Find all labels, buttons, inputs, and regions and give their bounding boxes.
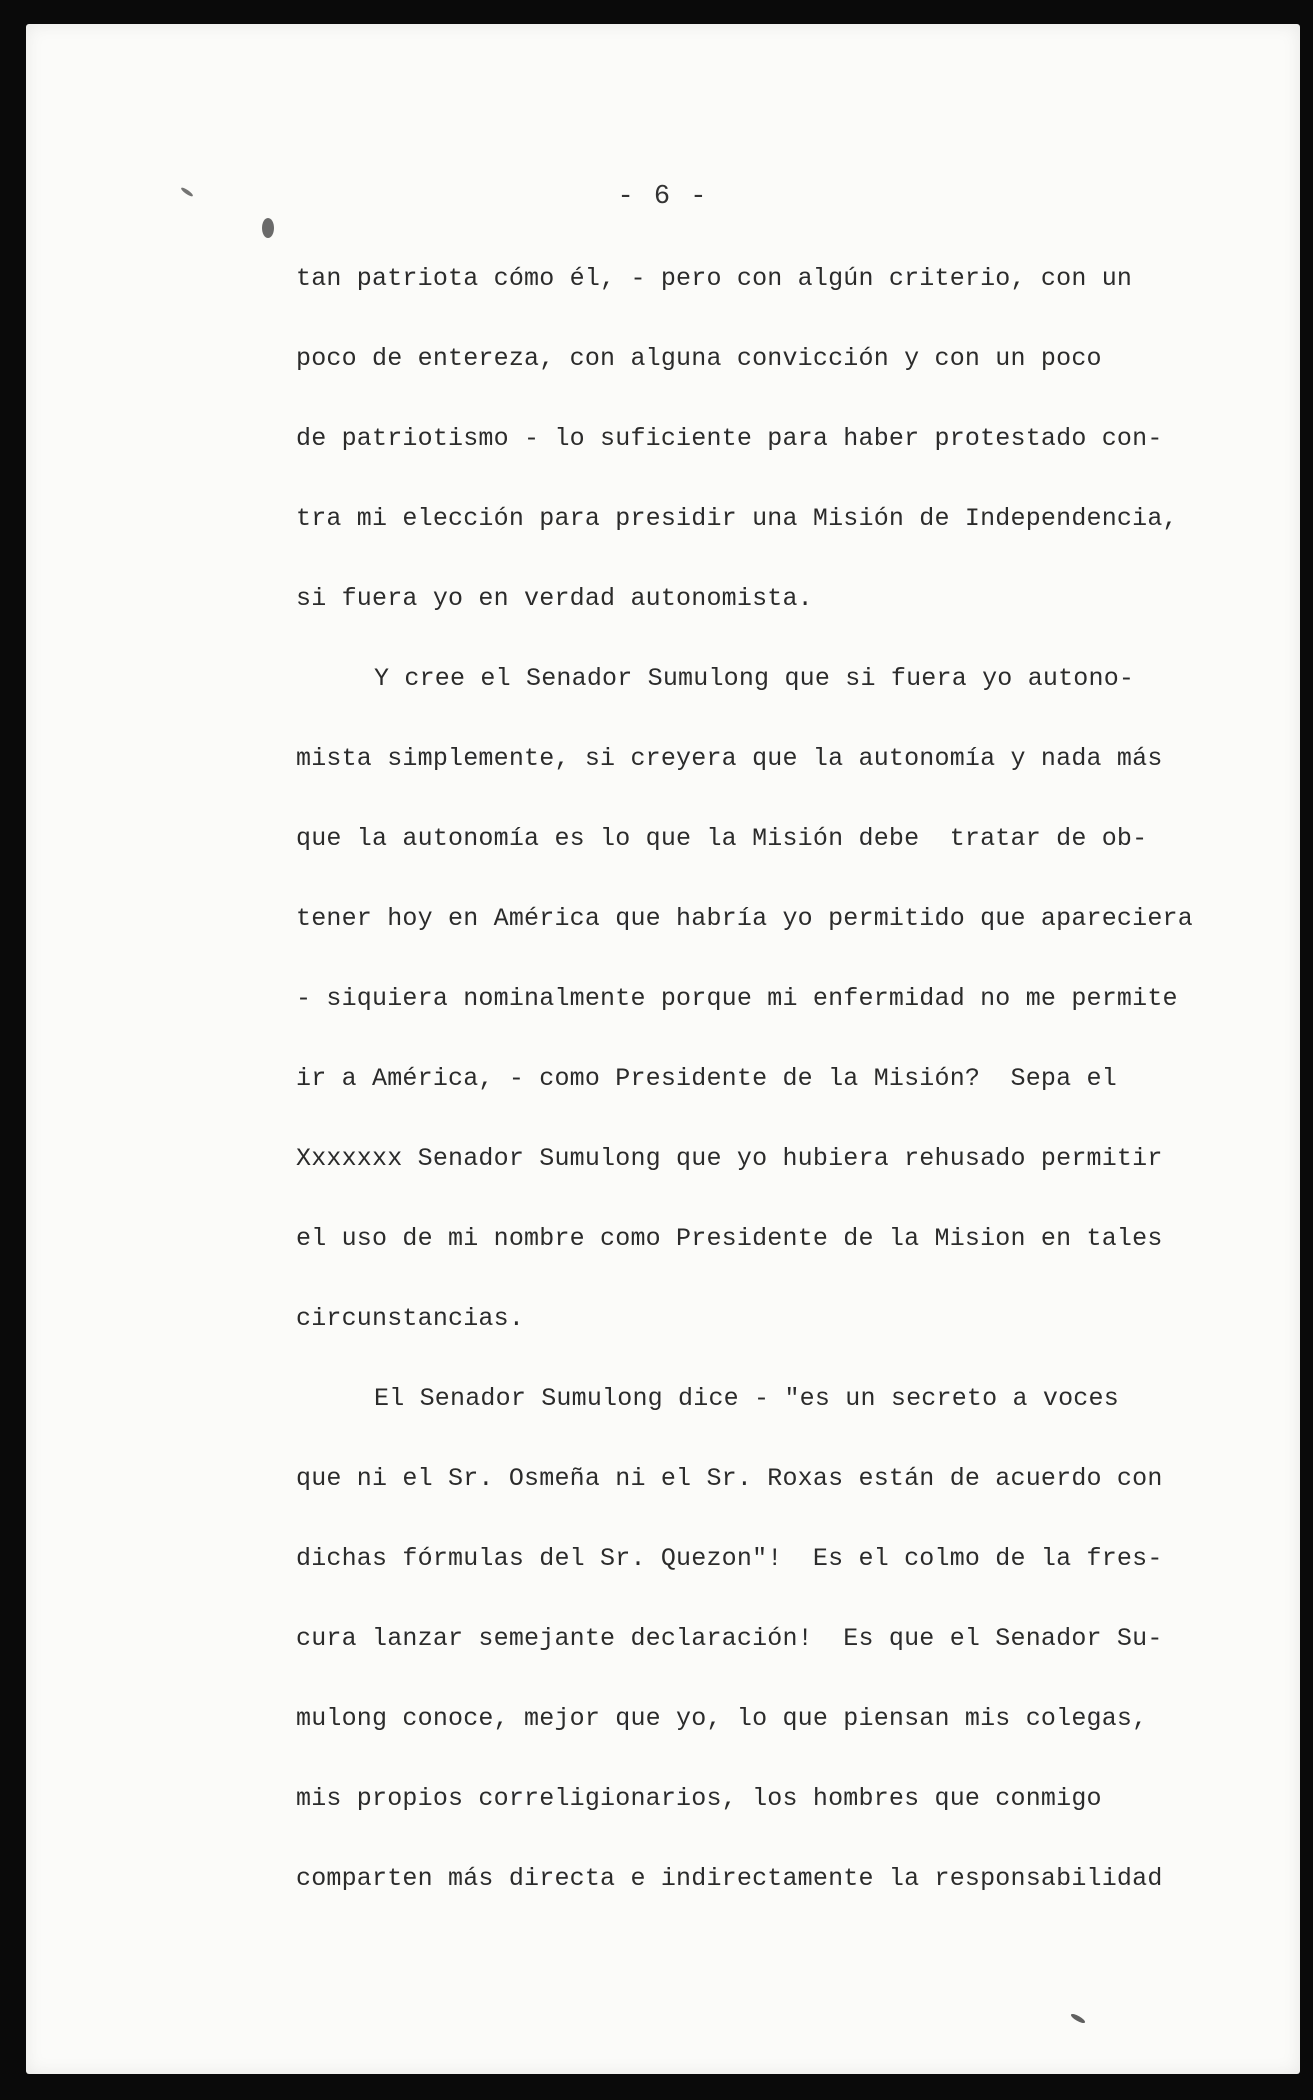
text-line: mis propios correligionarios, los hombres que conmigo (296, 1784, 1102, 1813)
typewritten-page (26, 24, 1300, 2074)
page-number: - 6 - (617, 182, 709, 212)
text-line: poco de entereza, con alguna convicción y con un poco (296, 344, 1102, 373)
text-line: ir a América, - como Presidente de la Misión? Sepa el (296, 1064, 1117, 1093)
text-line: circunstancias. (296, 1304, 525, 1333)
text-line: Xxxxxxx Senador Sumulong que yo hubiera rehusado permitir (296, 1144, 1163, 1173)
text-line: El Senador Sumulong dice - "es un secreto a voces (374, 1384, 1119, 1413)
body-text (296, 256, 1236, 1936)
text-line: - siquiera nominalmente porque mi enfermidad no me permite (296, 984, 1178, 1013)
text-line: que ni el Sr. Osmeña ni el Sr. Roxas están de acuerdo con (296, 1464, 1163, 1493)
ink-blot (262, 218, 274, 238)
text-line: tra mi elección para presidir una Misión de Independencia, (296, 504, 1178, 533)
text-line: el uso de mi nombre como Presidente de la Mision en tales (296, 1224, 1163, 1253)
text-line: cura lanzar semejante declaración! Es que el Senador Su- (296, 1624, 1163, 1653)
text-line: Y cree el Senador Sumulong que si fuera yo autono- (374, 664, 1135, 693)
text-line: comparten más directa e indirectamente la responsabilidad (296, 1864, 1163, 1893)
text-line: mista simplemente, si creyera que la autonomía y nada más (296, 744, 1163, 773)
text-line: que la autonomía es lo que la Misión debe tratar de ob- (296, 824, 1148, 853)
text-line: tan patriota cómo él, - pero con algún criterio, con un (296, 264, 1133, 293)
text-line: de patriotismo - lo suficiente para haber protestado con- (296, 424, 1163, 453)
text-line: dichas fórmulas del Sr. Quezon"! Es el colmo de la fres- (296, 1544, 1163, 1573)
text-line: tener hoy en América que habría yo permitido que apareciera (296, 904, 1193, 933)
text-line: si fuera yo en verdad autonomista. (296, 584, 813, 613)
text-line: mulong conoce, mejor que yo, lo que piensan mis colegas, (296, 1704, 1148, 1733)
